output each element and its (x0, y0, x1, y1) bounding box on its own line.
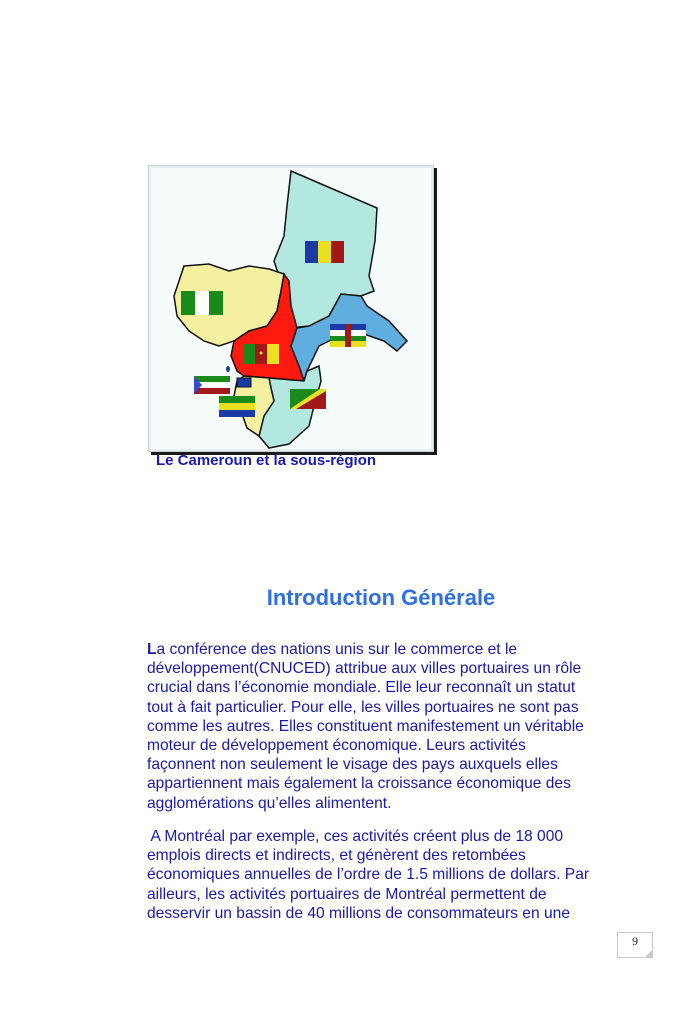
page-number-badge (617, 932, 653, 958)
page-number: 9 (631, 937, 639, 948)
text-line: desservir un bassin de 40 millions de consommateurs en une (147, 904, 570, 922)
text-line: A Montréal par exemple, ces activités créent plus de 18 000 (147, 828, 564, 845)
text-line: La conférence des nations unis sur le commerce et le (147, 641, 518, 658)
text-line: crucial dans l’économie mondiale. Elle leur reconnaît un statut (147, 679, 576, 697)
map-figure (148, 165, 434, 452)
flag-central-african-republic (330, 324, 366, 347)
flag-gabon (219, 396, 255, 417)
flag-congo (290, 389, 326, 409)
region-bioko (226, 366, 230, 372)
flag-chad (305, 241, 344, 263)
flag-cameroon (243, 344, 279, 364)
text-line: façonnent non seulement le visage des pays auxquels elles (147, 756, 558, 774)
page-curl-icon (644, 949, 653, 958)
paragraph-1 (147, 640, 627, 813)
flag-equatorial-guinea (194, 376, 230, 394)
region-equatorial-guinea (237, 378, 251, 387)
section-title: Introduction Générale (266, 585, 496, 610)
text-line: ailleurs, les activités portuaires de Montréal permettent de (147, 885, 547, 903)
text-line: développement(CNUCED) attribue aux villes portuaires un rôle (147, 660, 582, 678)
text-line: agglomérations qu’elles alimentent. (147, 794, 392, 812)
text-line: comme les autres. Elles constituent manifestement un véritable (147, 717, 584, 735)
flag-nigeria (181, 291, 223, 315)
figure-caption: Le Cameroun et la sous-région (156, 452, 377, 469)
text-line: économiques annuelles de l’ordre de 1.5 millions de dollars. Par (147, 866, 590, 884)
text-line: emplois directs et indirects, et génèrent des retombées (147, 847, 526, 865)
text-line: appartiennent mais également la croissance économique des (147, 775, 571, 793)
drop-cap: L (147, 641, 157, 658)
paragraph-2 (147, 827, 627, 923)
text-line: tout à fait particulier. Pour elle, les villes portuaires ne sont pas (147, 698, 579, 716)
cameroon-subregion-map (149, 166, 433, 451)
text-line: moteur de développement économique. Leurs activités (147, 737, 526, 755)
